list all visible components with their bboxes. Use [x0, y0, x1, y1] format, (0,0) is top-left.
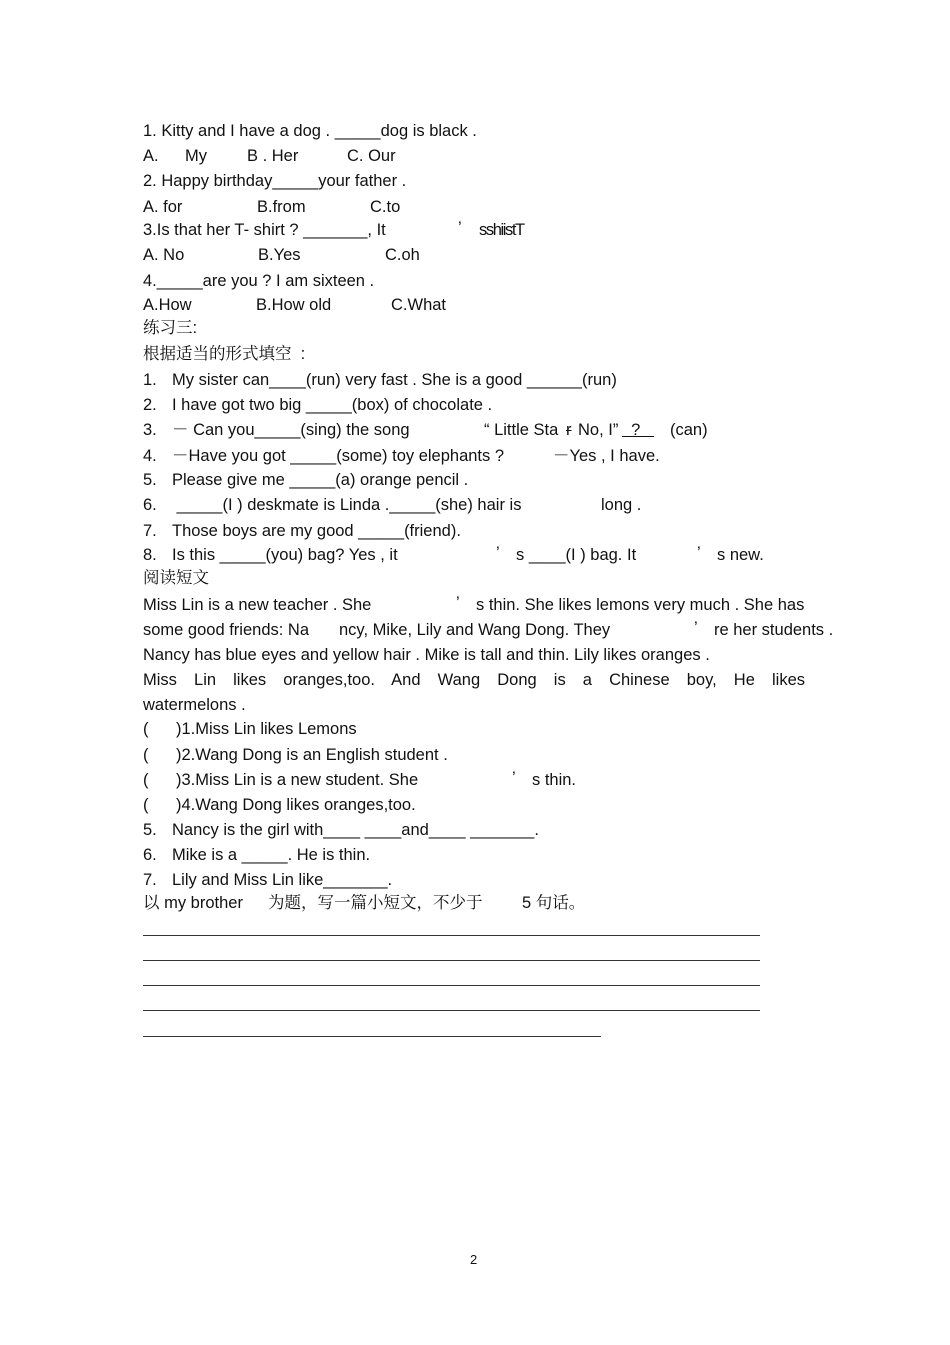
fill-item-number: 7.	[143, 522, 157, 540]
writing-line	[143, 1010, 760, 1011]
q3-text: 3.Is that her T- shirt ? _______, It	[143, 221, 386, 239]
fill-item-number: 2.	[143, 396, 157, 414]
q4-option-c: C.What	[391, 296, 447, 314]
fill-item-text: Nancy is the girl with____ ____and____ _______.	[172, 821, 539, 839]
part3-instruction: 根据适当的形式填空 :	[143, 345, 306, 363]
struck-letter: r	[566, 421, 572, 439]
judge-paren: (	[143, 720, 149, 738]
writing-prompt: 以 my brother	[143, 894, 243, 912]
passage-text: watermelons .	[143, 696, 246, 714]
fill-item-tail: long .	[601, 496, 642, 514]
judge-paren: (	[143, 796, 149, 814]
passage-text: ncy, Mike, Lily and Wang Dong. They	[339, 621, 611, 639]
fill-item-text: My sister can____(run) very fast . She is a good ______(run)	[172, 371, 617, 389]
hint-text: (can)	[670, 421, 708, 439]
fill-item-number: 7.	[143, 871, 157, 889]
passage-text: Nancy has blue eyes and yellow hair . Mike is tall and thin. Lily likes oranges .	[143, 646, 710, 664]
part3-heading: 练习三:	[143, 319, 198, 337]
fill-item-text: s ____(I ) bag. It	[516, 546, 637, 564]
passage-text: Miss Lin is a new teacher . She	[143, 596, 372, 614]
fill-item-number: 5.	[143, 471, 157, 489]
writing-line	[143, 985, 760, 986]
q1-option-a-label: A.	[143, 147, 159, 165]
fill-item-number: 8.	[143, 546, 157, 564]
apostrophe: ’	[694, 619, 698, 637]
passage-text: re her students .	[714, 621, 834, 639]
passage-text: s thin. She likes lemons very much . She has	[476, 596, 805, 614]
apostrophe: ’	[512, 769, 516, 787]
writing-line	[143, 1036, 601, 1037]
writing-prompt: 为题，写一篇小短文，不少于	[268, 894, 483, 912]
q2-option-b: B.from	[257, 198, 306, 216]
q2-text: 2. Happy birthday_____your father .	[143, 172, 407, 190]
fill-item-tail: s new.	[717, 546, 764, 564]
q3-apostrophe: ’	[458, 219, 462, 237]
fill-item-text: _____(I ) deskmate is Linda ._____(she) hair is	[172, 496, 522, 514]
reading-heading: 阅读短文	[143, 569, 209, 587]
apostrophe: ’	[496, 544, 500, 562]
judge-text: )4.Wang Dong likes oranges,too.	[176, 796, 416, 814]
judge-text: s thin.	[532, 771, 577, 789]
judge-paren: (	[143, 746, 149, 764]
q1-text: 1. Kitty and I have a dog . _____dog is black .	[143, 122, 477, 140]
judge-text: )1.Miss Lin likes Lemons	[176, 720, 357, 738]
q1-option-c: C. Our	[347, 147, 396, 165]
fill-item-text: Those boys are my good _____(friend).	[172, 522, 461, 540]
fill-item-text: I have got two big _____(box) of chocolate .	[172, 396, 493, 414]
fill-item-text: Lily and Miss Lin like_______.	[172, 871, 393, 889]
fill-item-text: Is this _____(you) bag? Yes , it	[172, 546, 398, 564]
judge-text: )3.Miss Lin is a new student. She	[176, 771, 419, 789]
page-number: 2	[470, 1252, 478, 1267]
judge-paren: (	[143, 771, 149, 789]
judge-text: )2.Wang Dong is an English student .	[176, 746, 448, 764]
q1-option-b: B . Her	[247, 147, 299, 165]
writing-line	[143, 935, 760, 936]
q4-text: 4._____are you ? I am sixteen .	[143, 272, 375, 290]
writing-line	[143, 960, 760, 961]
q3-option-a: A. No	[143, 246, 185, 264]
writing-prompt: 5 句话。	[522, 894, 586, 912]
q4-option-a: A.How	[143, 296, 192, 314]
passage-text: some good friends: Na	[143, 621, 310, 639]
q3-option-c: C.oh	[385, 246, 420, 264]
answer-blank: ?	[622, 421, 655, 439]
fill-item-number: 4.	[143, 447, 157, 465]
apostrophe: ’	[456, 594, 460, 612]
fill-item-number: 3.	[143, 421, 157, 439]
q3-option-b: B.Yes	[258, 246, 301, 264]
fill-item-number: 1.	[143, 371, 157, 389]
fill-item-number: 5.	[143, 821, 157, 839]
q2-option-a: A. for	[143, 198, 183, 216]
apostrophe: ’	[697, 544, 701, 562]
fill-item-text: Mike is a _____. He is thin.	[172, 846, 371, 864]
q1-option-a: My	[185, 147, 207, 165]
reply-text: －Yes , I have.	[553, 447, 660, 465]
fill-item-text: Please give me _____(a) orange pencil .	[172, 471, 469, 489]
q2-option-c: C.to	[370, 198, 401, 216]
fill-item-text: － Can you_____(sing) the song	[172, 421, 410, 439]
passage-text: Miss Lin likes oranges,too. And Wang Dong is a Chinese boy, He likes	[143, 671, 805, 689]
fill-item-number: 6.	[143, 846, 157, 864]
fill-item-number: 6.	[143, 496, 157, 514]
fill-item-text: －Have you got _____(some) toy elephants ?	[172, 447, 505, 465]
q3-garbled-text: sshiistT	[479, 221, 524, 239]
answer-text: No, I”	[578, 421, 619, 439]
song-title-text: “ Little Sta	[484, 421, 559, 439]
q4-option-b: B.How old	[256, 296, 332, 314]
